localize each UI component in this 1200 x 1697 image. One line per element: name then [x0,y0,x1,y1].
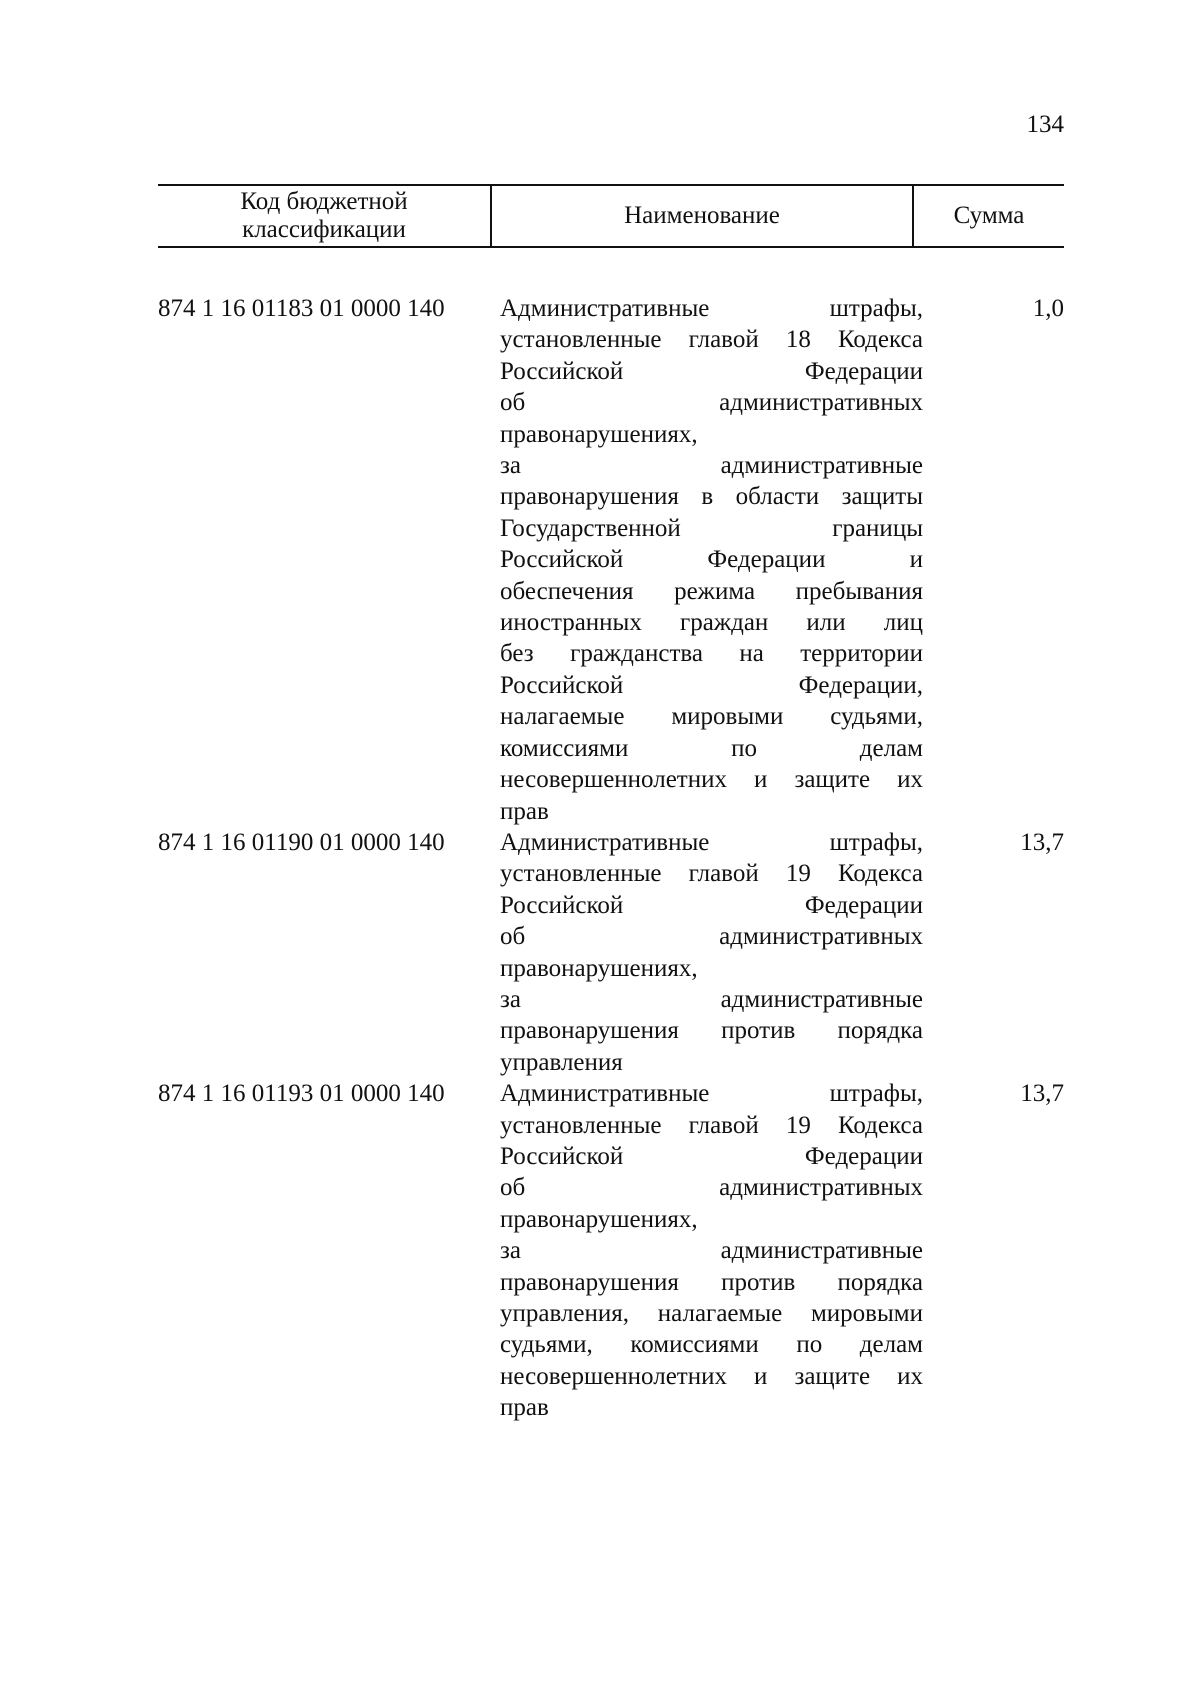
description-line: обеспечения режима пребывания [500,577,923,605]
header-name-cell [490,186,912,246]
header-sum-label: Сумма [953,202,1025,229]
description-line: прав [500,1394,549,1422]
description-line: несовершеннолетних и защите их [500,766,923,794]
row-description [500,1078,923,1423]
description-line: установленные главой 18 Кодекса [500,326,923,354]
header-name-label: Наименование [624,202,780,229]
description-line: установленные главой 19 Кодекса [500,1111,923,1139]
table-row [158,293,1064,827]
description-line: за административные [500,985,923,1013]
description-line: Государственной границы [500,514,923,542]
description-line: об административных [500,923,923,951]
description-line: без гражданства на территории [500,640,923,668]
header-code-cell [158,186,490,246]
description-line: правонарушениях, [500,1205,698,1233]
description-line: Административные штрафы, [500,828,923,856]
description-line: несовершеннолетних и защите их [500,1362,923,1390]
description-line: об административных [500,1174,923,1202]
description-line: Российской Федерации и [500,546,923,574]
row-sum: 13,7 [1020,828,1064,856]
description-line: установленные главой 19 Кодекса [500,860,923,888]
description-line: за административные [500,1237,923,1265]
table-header [158,184,1064,248]
table-row [158,827,1064,1078]
header-code-line-2: классификации [242,216,406,243]
description-line: судьями, комиссиями по делам [500,1331,923,1359]
row-code: 874 1 16 01193 01 0000 140 [158,1080,445,1108]
row-code: 874 1 16 01190 01 0000 140 [158,828,445,856]
description-line: правонарушениях, [500,420,698,448]
description-line: правонарушениях, [500,954,698,982]
description-line: иностранных граждан или лиц [500,609,923,637]
description-line: правонарушения против порядка [500,1017,923,1045]
page-number: 134 [1026,111,1064,138]
description-line: комиссиями по делам [500,734,923,762]
row-description [500,827,923,1078]
row-code: 874 1 16 01183 01 0000 140 [158,295,445,322]
row-description [500,293,923,827]
description-line: управления, налагаемые мировыми [500,1300,923,1327]
description-line: Российской Федерации, [500,671,923,699]
description-line: Российской Федерации [500,891,923,919]
description-line: управления [500,1048,623,1076]
header-sum-cell [912,186,1064,246]
description-line: Российской Федерации [500,1142,923,1170]
header-code-line-1: Код бюджетной [240,188,408,215]
description-line: об административных [500,389,923,417]
description-line: за административные [500,452,923,480]
description-line: Российской Федерации [500,357,923,385]
description-line: прав [500,797,549,825]
row-sum: 1,0 [1032,295,1064,322]
table-row [158,1078,1064,1423]
description-line: правонарушения в области защиты [500,483,923,511]
row-sum: 13,7 [1020,1080,1064,1108]
description-line: правонарушения против порядка [500,1268,923,1296]
description-line: Административные штрафы, [500,1080,923,1108]
description-line: налагаемые мировыми судьями, [500,703,923,731]
description-line: Административные штрафы, [500,295,923,322]
table-body [158,293,1064,1424]
